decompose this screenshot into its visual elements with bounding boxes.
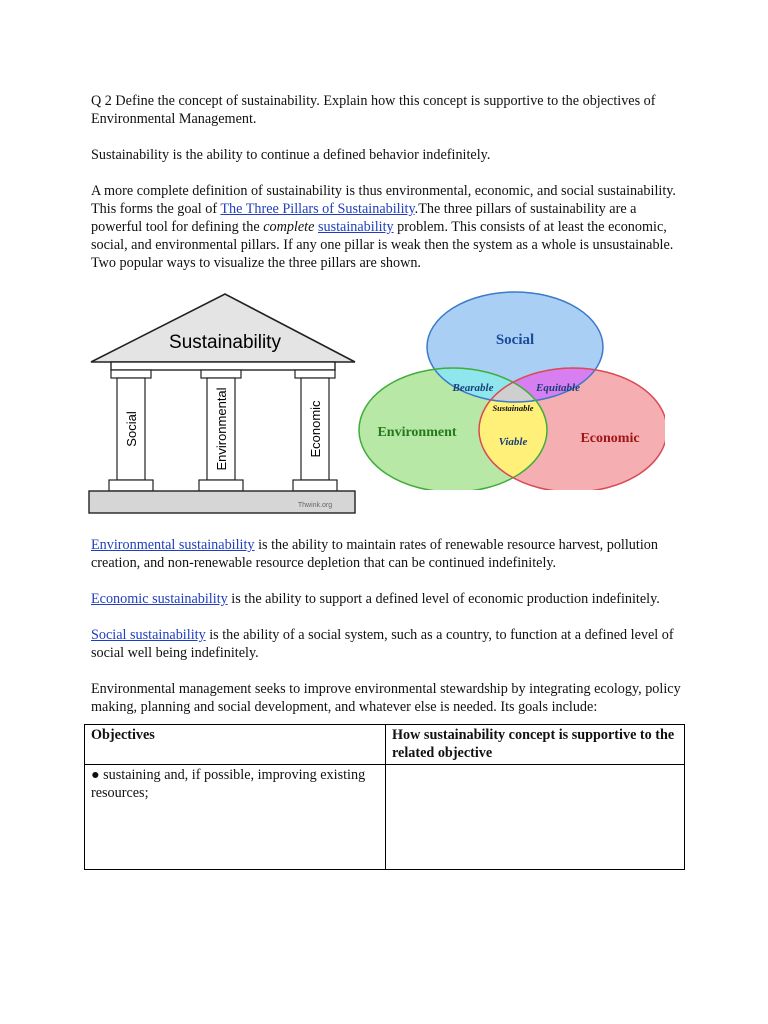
three-pillars-figure [87, 290, 357, 518]
soc-sust-text: is the ability of a social system, such as a country, to function at a defined level of social well being indefinitely. [91, 627, 674, 661]
figures-row [87, 290, 687, 518]
pillar-economic [293, 370, 337, 491]
environmental-management-paragraph: Environmental management seeks to improve environmental stewardship by integrating ecology, policy making, planning and social development, and whatever else is needed. Its goals include: [91, 681, 681, 715]
objective-cell: ● sustaining and, if possible, improving existing resources; [85, 765, 386, 870]
pillar-social [109, 370, 153, 491]
support-cell[interactable] [386, 765, 685, 870]
viable-label: Viable [498, 436, 528, 448]
objectives-header: Objectives [85, 725, 386, 765]
para-text-2: .The three pillars of sustainability are a powerful tool for defining the [91, 201, 637, 235]
credit-label: Thwink.org [297, 502, 333, 509]
social-sustainability-paragraph [91, 626, 691, 662]
para-text-1: A more complete definition of sustainability is thus environmental, economic, and social sustainability. This forms the goal of [91, 183, 676, 217]
equitable-label: Equitable [535, 382, 581, 394]
pillar-environmental-label: Environmental [214, 387, 229, 471]
roof-label: Sustainability [169, 332, 281, 353]
pillar-environmental [199, 370, 243, 491]
table-header-row [85, 725, 685, 765]
complete-emphasis: complete [263, 219, 315, 235]
three-pillars-link[interactable]: The Three Pillars of Sustainability [220, 201, 415, 217]
support-header: How sustainability concept is supportive to the related objective [386, 725, 685, 765]
table-row [85, 765, 685, 870]
econ-sust-text: is the ability to support a defined level of economic production indefinitely. [227, 591, 660, 607]
social-sustainability-link[interactable]: Social sustainability [91, 627, 206, 643]
social-label: Social [495, 332, 535, 348]
pillar-social-label: Social [124, 411, 139, 447]
pillar-economic-label: Economic [308, 400, 323, 458]
environmental-sustainability-paragraph [91, 536, 691, 572]
question-text: Q 2 Define the concept of sustainability. Explain how this concept is supportive to the objectives of Environmental Management. [91, 93, 656, 127]
sustainability-link[interactable]: sustainability [317, 219, 394, 235]
economic-sustainability-paragraph [91, 590, 691, 608]
environmental-sustainability-link[interactable]: Environmental sustainability [91, 537, 255, 553]
economic-label: Economic [580, 431, 640, 446]
para-text-3: problem. This consists of at least the economic, social, and environmental pillars. If any one pillar is weak then the system as a whole is unsustainable. Two popular ways to visualize the three pillars are shown. [91, 219, 674, 271]
venn-diagram [355, 290, 665, 490]
three-pillars-paragraph [91, 182, 691, 272]
sustainability-definition: Sustainability is the ability to continue a defined behavior indefinitely. [91, 147, 491, 163]
document-page [91, 92, 691, 870]
bearable-label: Bearable [452, 382, 494, 394]
sustainable-label: Sustainable [492, 403, 534, 413]
roof-beam [111, 362, 335, 370]
environment-label: Environment [377, 425, 457, 440]
objectives-table [84, 724, 685, 870]
economic-sustainability-link[interactable]: Economic sustainability [91, 591, 228, 607]
env-sust-text: is the ability to maintain rates of renewable resource harvest, pollution creation, and non-renewable resource depletion that can be continued indefinitely. [91, 537, 658, 571]
